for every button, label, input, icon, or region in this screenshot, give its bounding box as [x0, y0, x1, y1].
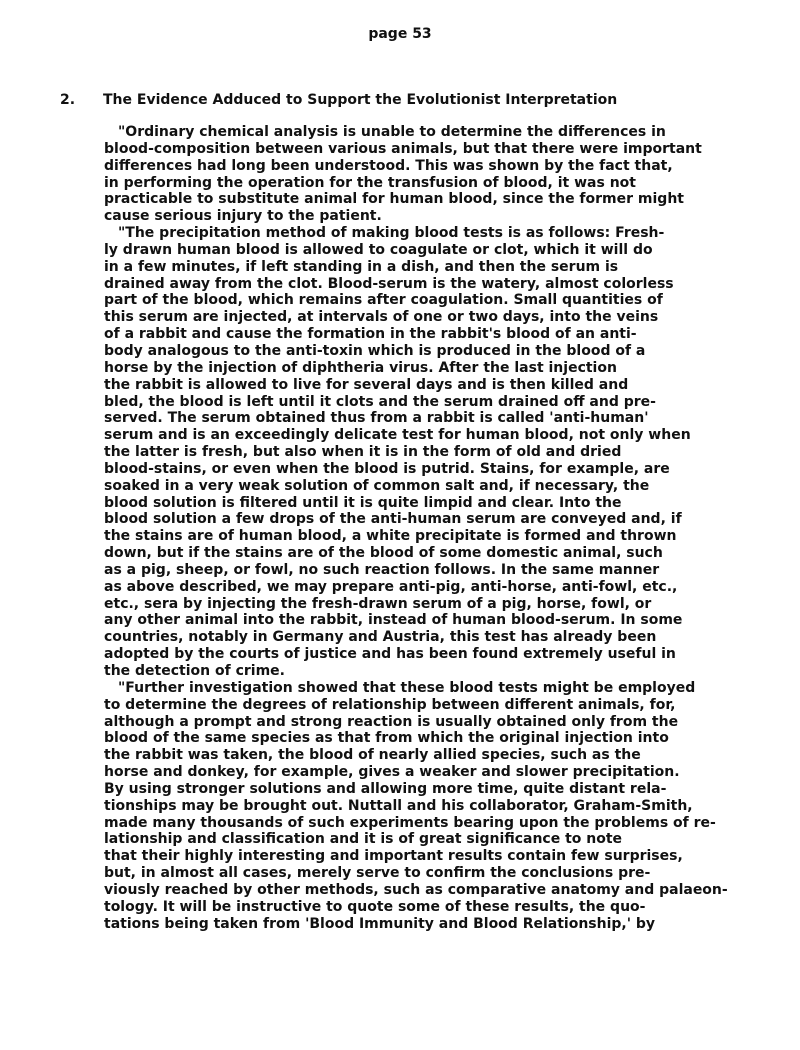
paragraph [104, 124, 764, 225]
text-line: although a prompt and strong reaction is usually obtained only from the [104, 713, 679, 730]
text-line: countries, notably in Germany and Austria, this test has already been [104, 629, 657, 646]
body-text [104, 124, 764, 933]
text-line: adopted by the courts of justice and has been found extremely useful in [104, 646, 676, 663]
text-line: lationship and classification and it is of great significance to note [104, 831, 623, 848]
text-line: soaked in a very weak solution of common salt and, if necessary, the [104, 477, 650, 494]
text-line: of a rabbit and cause the formation in the rabbit's blood of an anti- [104, 326, 637, 343]
text-line: viously reached by other methods, such as comparative anatomy and palaeon- [104, 881, 728, 898]
paragraph [104, 680, 764, 933]
text-line: made many thousands of such experiments bearing upon the problems of re- [104, 814, 716, 831]
text-line: ly drawn human blood is allowed to coagulate or clot, which it will do [104, 241, 653, 258]
text-line: in performing the operation for the transfusion of blood, it was not [104, 174, 636, 191]
text-line: any other animal into the rabbit, instead of human blood-serum. In some [104, 612, 683, 629]
text-line: bled, the blood is left until it clots and the serum drained off and pre- [104, 393, 656, 410]
text-line: as a pig, sheep, or fowl, no such reaction follows. In the same manner [104, 561, 660, 578]
text-line: down, but if the stains are of the blood of some domestic animal, such [104, 545, 663, 562]
section-title: The Evidence Adduced to Support the Evolutionist Interpretation [103, 92, 618, 108]
page-number: page 53 [368, 26, 432, 42]
text-line: tations being taken from 'Blood Immunity and Blood Relationship,' by [104, 915, 656, 932]
text-line: blood of the same species as that from which the original injection into [104, 730, 669, 747]
text-line: body analogous to the anti-toxin which is produced in the blood of a [104, 342, 646, 359]
text-line: serum and is an exceedingly delicate test for human blood, not only when [104, 427, 691, 444]
section-heading [60, 92, 750, 108]
text-line: blood solution is filtered until it is quite limpid and clear. Into the [104, 494, 622, 511]
text-line: horse and donkey, for example, gives a weaker and slower precipitation. [104, 764, 680, 781]
text-line: "The precipitation method of making blood tests is as follows: Fresh- [118, 225, 665, 242]
text-line: part of the blood, which remains after coagulation. Small quantities of [104, 292, 663, 309]
text-line: to determine the degrees of relationship between different animals, for, [104, 696, 676, 713]
text-line: that their highly interesting and important results contain few surprises, [104, 848, 683, 865]
text-line: By using stronger solutions and allowing more time, quite distant rela- [104, 780, 667, 797]
text-line: served. The serum obtained thus from a rabbit is called 'anti-human' [104, 410, 649, 427]
section-number: 2. [60, 92, 76, 108]
text-line: blood solution a few drops of the anti-human serum are conveyed and, if [104, 511, 682, 528]
text-line: horse by the injection of diphtheria virus. After the last injection [104, 359, 617, 376]
text-line: blood-composition between various animals, but that there were important [104, 140, 702, 157]
text-line: the stains are of human blood, a white precipitate is formed and thrown [104, 528, 677, 545]
text-line: "Further investigation showed that these blood tests might be employed [118, 679, 696, 696]
text-line: etc., sera by injecting the fresh-drawn serum of a pig, horse, fowl, or [104, 595, 652, 612]
text-line: drained away from the clot. Blood-serum is the watery, almost colorless [104, 275, 674, 292]
text-line: as above described, we may prepare anti-pig, anti-horse, anti-fowl, etc., [104, 578, 678, 595]
text-line: the detection of crime. [104, 663, 285, 679]
text-line: the rabbit was taken, the blood of nearly allied species, such as the [104, 747, 641, 764]
text-line: tionships may be brought out. Nuttall and his collaborator, Graham-Smith, [104, 797, 693, 814]
text-line: the latter is fresh, but also when it is in the form of old and dried [104, 444, 622, 461]
text-line: tology. It will be instructive to quote some of these results, the quo- [104, 898, 646, 915]
text-line: but, in almost all cases, merely serve to confirm the conclusions pre- [104, 865, 651, 882]
text-line: differences had long been understood. This was shown by the fact that, [104, 157, 673, 174]
text-line: in a few minutes, if left standing in a dish, and then the serum is [104, 258, 619, 275]
text-line: practicable to substitute animal for human blood, since the former might [104, 191, 684, 208]
text-line: cause serious injury to the patient. [104, 208, 382, 225]
text-line: this serum are injected, at intervals of one or two days, into the veins [104, 309, 659, 326]
text-line: blood-stains, or even when the blood is putrid. Stains, for example, are [104, 460, 670, 477]
text-line: "Ordinary chemical analysis is unable to determine the differences in [118, 124, 666, 140]
paragraph [104, 225, 764, 680]
text-line: the rabbit is allowed to live for several days and is then killed and [104, 376, 629, 393]
